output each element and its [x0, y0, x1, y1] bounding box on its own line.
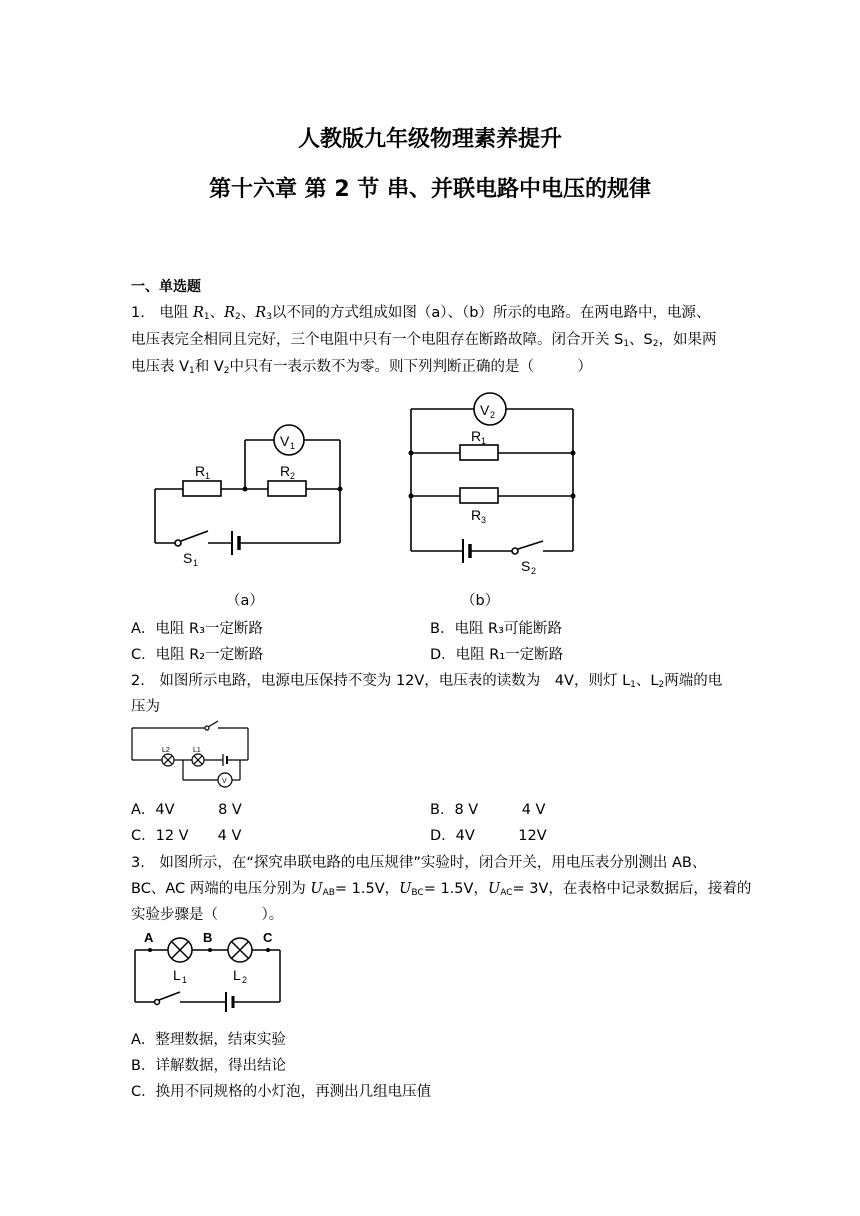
circuit-diagram-b — [405, 393, 580, 576]
circuit-diagram-q3 — [130, 928, 290, 1013]
q1-line-3: 电压表 $V_1$和 $V_2$中只有一表示数不为零。则下列判断正确的是（ ） — [131, 359, 593, 376]
svg-text:1: 1 — [481, 436, 487, 446]
svg-text:V: V — [480, 402, 490, 418]
svg-text:2: 2 — [290, 471, 296, 481]
svg-text:R: R — [471, 507, 482, 523]
q2-line-1: 2. 如图所示电路，电源电压保持不变为 12V，电压表的读数为 4V，则灯 $L_1$、$L_2$两端的电 — [131, 673, 723, 690]
svg-text:S: S — [183, 550, 193, 566]
q3-option-c[interactable]: C．换用不同规格的小灯泡，再测出几组电压值 — [131, 1084, 432, 1100]
svg-text:V: V — [280, 433, 290, 449]
q1-option-b[interactable]: B．电阻 R₃可能断路 — [430, 621, 562, 637]
svg-text:A: A — [144, 930, 154, 945]
svg-text:B: B — [203, 930, 213, 945]
q3-line-2: BC、AC 两端的电压分别为 $U_{AB}= 1.5V$，$U_{BC}= 1.5V$，$U_{AC}= 3V$，在表格中记录数据后，接着的 — [131, 881, 752, 898]
q1-option-d[interactable]: D．电阻 R₁一定断路 — [430, 647, 564, 663]
svg-text:1: 1 — [290, 441, 296, 451]
q3-option-a[interactable]: A．整理数据，结束实验 — [131, 1032, 286, 1048]
svg-text:C: C — [263, 930, 273, 945]
page-title: 人教版九年级物理素养提升 — [297, 127, 562, 152]
svg-text:V: V — [222, 778, 227, 785]
q3-line-3: 实验步骤是（ ）。 — [131, 907, 284, 923]
svg-text:1: 1 — [205, 471, 211, 481]
svg-text:2: 2 — [242, 975, 248, 985]
svg-text:R: R — [471, 428, 482, 444]
svg-text:L: L — [173, 967, 181, 983]
svg-text:L1: L1 — [193, 747, 201, 754]
q3-line-1: 3. 如图所示，在“探究串联电路的电压规律”实验时，闭合开关，用电压表分别测出 AB、 — [131, 855, 707, 871]
q2-line-2: 压为 — [131, 699, 160, 715]
svg-text:L: L — [233, 967, 241, 983]
svg-text:S: S — [521, 558, 531, 574]
section-heading: 一、单选题 — [131, 279, 201, 295]
svg-text:1: 1 — [182, 975, 188, 985]
svg-text:3: 3 — [481, 515, 487, 525]
q1-line-1: 1. 电阻 $R_1$、$R_2$、$R_3$以不同的方式组成如图（a）、（b）所示的电路。在两电路中，电源、 — [131, 305, 711, 322]
svg-text:L2: L2 — [162, 747, 170, 754]
svg-text:R: R — [195, 463, 206, 479]
svg-text:1: 1 — [193, 558, 199, 568]
svg-text:2: 2 — [490, 410, 496, 420]
q1-line-2: 电压表完全相同且完好，三个电阻中只有一个电阻存在断路故障。闭合开关 $S_1$、$S_2$，如果两 — [131, 332, 717, 349]
circuit-diagram-a — [150, 425, 350, 575]
q3-option-b[interactable]: B．详解数据，得出结论 — [131, 1058, 286, 1074]
figure-a-caption: （a） — [226, 593, 264, 609]
q2-option-d[interactable]: D．4V 12V — [430, 828, 547, 844]
figure-b-caption: （b） — [461, 593, 500, 609]
svg-text:2: 2 — [531, 566, 537, 576]
page-subtitle: 第十六章 第 2 节 串、并联电路中电压的规律 — [209, 177, 651, 202]
svg-text:R: R — [280, 463, 291, 479]
q1-option-c[interactable]: C．电阻 R₂一定断路 — [131, 647, 264, 663]
q2-option-b[interactable]: B．8 V 4 V — [430, 802, 546, 818]
q1-option-a[interactable]: A．电阻 R₃一定断路 — [131, 621, 263, 637]
q2-option-a[interactable]: A．4V 8 V — [131, 802, 242, 818]
circuit-diagram-q2 — [130, 718, 250, 790]
q2-option-c[interactable]: C．12 V 4 V — [131, 828, 242, 844]
